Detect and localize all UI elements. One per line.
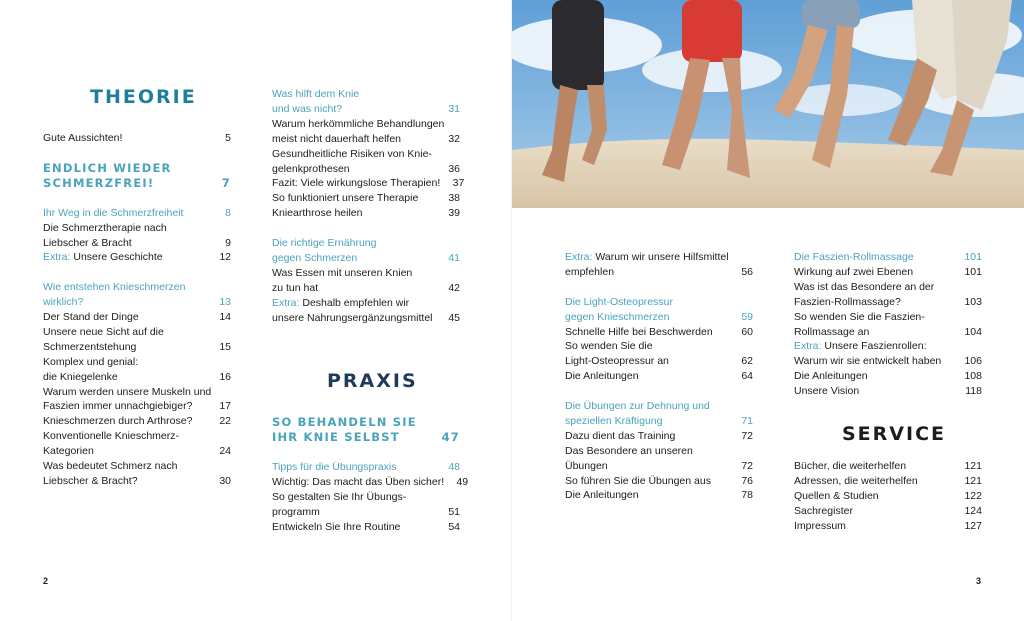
toc-page-number: 118 <box>965 385 982 398</box>
toc-entry[interactable] <box>272 266 460 281</box>
toc-entry-title: IHR KNIE SELBST <box>272 430 400 444</box>
toc-entry[interactable] <box>565 310 753 325</box>
toc-entry-title: Tipps für die Übungspraxis <box>272 460 397 473</box>
toc-entry-title: Die Schmerztherapie nach <box>43 221 167 234</box>
toc-entry[interactable] <box>565 459 753 474</box>
page-number-right: 3 <box>976 576 982 586</box>
toc-entry[interactable] <box>272 505 460 520</box>
toc-extra-label: Extra: <box>565 251 593 263</box>
toc-entry-title: So wenden Sie die <box>565 340 653 353</box>
toc-page-number: 78 <box>741 489 753 502</box>
toc-entry[interactable] <box>565 399 753 414</box>
toc-chapter-entry[interactable] <box>272 415 460 430</box>
toc-entry[interactable] <box>272 191 460 206</box>
toc-page-number: 51 <box>448 505 460 518</box>
toc-page-number <box>207 429 231 444</box>
toc-entry-title-text: Unsere Geschichte <box>70 251 163 264</box>
toc-page-number <box>207 325 231 340</box>
toc-spacer <box>272 445 460 460</box>
toc-entry[interactable] <box>272 236 460 251</box>
toc-entry[interactable] <box>43 340 231 355</box>
toc-entry[interactable] <box>794 384 982 399</box>
toc-entry-title: Schnelle Hilfe bei Beschwerden <box>565 325 713 338</box>
toc-page-number: 8 <box>225 206 231 219</box>
service-heading: SERVICE <box>842 423 946 445</box>
toc-page-number: 64 <box>741 370 753 383</box>
toc-entry-title: Der Stand der Dinge <box>43 311 139 324</box>
toc-entry-title: Kniearthrose heilen <box>272 207 363 220</box>
toc-entry[interactable] <box>794 354 982 369</box>
toc-entry-title: Gute Aussichten! <box>43 132 123 144</box>
toc-entry-title: Fazit: Viele wirkungslose Therapien! <box>272 177 441 190</box>
toc-entry[interactable] <box>272 490 460 505</box>
toc-page-number: 30 <box>219 474 231 487</box>
toc-entry[interactable] <box>272 475 469 490</box>
toc-entry-title: Kategorien <box>43 445 94 458</box>
toc-page-number: 15 <box>219 340 231 353</box>
toc-page-number: 45 <box>448 311 460 324</box>
toc-spacer <box>43 265 231 280</box>
toc-entry-title: Faszien immer unnachgiebiger? <box>43 400 193 413</box>
toc-entry[interactable] <box>43 236 231 251</box>
toc-entry-title: Adressen, die weiterhelfen <box>794 474 918 487</box>
toc-entry[interactable] <box>794 519 982 534</box>
toc-entry[interactable] <box>43 206 231 221</box>
toc-entry-title: Light-Osteopressur an <box>565 355 669 368</box>
toc-entry-title: Die Anleitungen <box>794 370 868 383</box>
toc-page-number <box>436 415 460 430</box>
toc-entry-title: Was ist das Besondere an der <box>794 280 935 293</box>
toc-page-number: 41 <box>448 251 460 264</box>
theorie-heading: THEORIE <box>90 86 197 108</box>
toc-page-number <box>436 266 460 281</box>
toc-page-number: 31 <box>448 102 460 115</box>
toc-entry[interactable] <box>565 339 753 354</box>
toc-page-number: 76 <box>741 474 753 487</box>
toc-entry[interactable] <box>794 459 982 474</box>
toc-extra-label: Extra: <box>272 296 300 309</box>
toc-spacer <box>272 221 460 236</box>
toc-page-number <box>958 310 982 325</box>
toc-entry[interactable] <box>272 311 460 326</box>
toc-page-number <box>958 280 982 295</box>
toc-spacer <box>43 191 231 206</box>
toc-page-number: 127 <box>964 519 982 532</box>
toc-entry[interactable] <box>794 504 982 519</box>
toc-page-number: 16 <box>219 370 231 383</box>
toc-entry[interactable] <box>565 444 753 459</box>
toc-entry[interactable] <box>565 414 753 429</box>
toc-page-number: 32 <box>448 132 460 145</box>
toc-entry-title: Warum herkömmliche Behandlungen <box>272 117 445 130</box>
toc-chapter-entry[interactable] <box>272 430 460 445</box>
toc-entry-title: Unsere Vision <box>794 385 860 398</box>
beach-running-photo <box>512 0 1024 208</box>
toc-entry[interactable] <box>565 250 753 265</box>
toc-entry[interactable] <box>43 221 231 236</box>
toc-entry-title: die Kniegelenke <box>43 370 118 383</box>
toc-entry-title: Dazu dient das Training <box>565 429 676 442</box>
toc-entry[interactable] <box>43 385 231 400</box>
toc-entry-title: gegen Knieschmerzen <box>565 310 670 323</box>
toc-page-number: 62 <box>741 355 753 368</box>
toc-entry-title: Wirkung auf zwei Ebenen <box>794 265 914 278</box>
toc-page-number <box>207 355 231 370</box>
toc-entry-title: Konventionelle Knieschmerz- <box>43 430 179 443</box>
toc-entry[interactable] <box>794 369 982 384</box>
toc-entry-title: Impressum <box>794 519 846 532</box>
toc-entry-title: Die Anleitungen <box>565 370 639 383</box>
toc-entry-title: Bücher, die weiterhelfen <box>794 460 907 472</box>
toc-entry-title: Quellen & Studien <box>794 489 879 502</box>
toc-page-number: 104 <box>964 325 982 338</box>
toc-entry-title: Komplex und genial: <box>43 355 139 368</box>
toc-entry[interactable] <box>43 310 231 325</box>
toc-page-number <box>211 385 235 400</box>
toc-entry[interactable] <box>272 132 460 147</box>
toc-entry-title: So wenden Sie die Faszien- <box>794 310 925 323</box>
toc-page-number: 7 <box>221 175 231 190</box>
toc-entry-title: ENDLICH WIEDER <box>43 160 172 175</box>
toc-entry-title: Liebscher & Bracht? <box>43 474 138 487</box>
toc-entry-title: empfehlen <box>565 265 615 278</box>
toc-entry-title: speziellen Kräftigung <box>565 414 663 427</box>
toc-chapter-entry[interactable] <box>43 176 231 191</box>
toc-page-number: 122 <box>964 489 982 502</box>
toc-column-praxis <box>272 415 469 534</box>
toc-page-number <box>207 221 231 236</box>
toc-entry[interactable] <box>565 369 753 384</box>
toc-entry[interactable] <box>43 399 231 414</box>
toc-entry-title: Rollmassage an <box>794 325 870 338</box>
toc-page-number <box>207 280 231 295</box>
toc-entry-title: Entwickeln Sie Ihre Routine <box>272 520 401 533</box>
toc-entry-title: Warum werden unsere Muskeln und <box>43 385 212 398</box>
toc-entry-title: gegen Schmerzen <box>272 251 358 264</box>
toc-page-number: 17 <box>219 400 231 413</box>
toc-page-number <box>729 444 753 459</box>
toc-page-number: 49 <box>456 475 469 488</box>
toc-entry-title: Ihr Weg in die Schmerzfreiheit <box>43 206 184 219</box>
toc-page-number: 124 <box>964 504 982 517</box>
toc-entry[interactable] <box>565 265 753 280</box>
toc-entry-title: Was hilft dem Knie <box>272 88 360 100</box>
toc-entry[interactable] <box>794 295 982 310</box>
toc-page-number <box>436 87 460 102</box>
toc-page-number: 5 <box>225 132 231 144</box>
toc-entry-title <box>794 339 926 354</box>
toc-entry-title: Was bedeutet Schmerz nach <box>43 460 178 473</box>
toc-page-number: 42 <box>448 281 460 294</box>
toc-chapter-entry[interactable] <box>43 161 231 176</box>
toc-entry-title: Knieschmerzen durch Arthrose? <box>43 415 193 428</box>
toc-entry-title <box>272 296 409 311</box>
toc-page-number: 22 <box>219 415 231 428</box>
toc-entry[interactable] <box>565 429 753 444</box>
toc-page-number: 9 <box>225 236 231 249</box>
toc-page-number: 14 <box>219 311 231 324</box>
toc-entry[interactable] <box>794 265 982 280</box>
toc-page-number <box>207 459 231 474</box>
toc-entry-title-text: Warum wir unsere Hilfsmittel <box>592 251 729 263</box>
toc-entry[interactable] <box>43 414 231 429</box>
toc-entry[interactable] <box>272 176 465 191</box>
toc-entry-title: Warum wir sie entwickelt haben <box>794 355 942 368</box>
toc-column-theorie-continued <box>272 87 465 325</box>
toc-page-number: 103 <box>964 295 982 308</box>
toc-page-number: 24 <box>219 445 231 458</box>
toc-entry-title: Sachregister <box>794 504 853 517</box>
toc-entry[interactable] <box>794 310 982 325</box>
toc-entry[interactable] <box>272 251 460 266</box>
toc-entry-title: programm <box>272 505 320 518</box>
toc-page-number <box>436 490 460 505</box>
toc-entry-title: Die Übungen zur Dehnung und <box>565 400 710 413</box>
toc-page-number: 106 <box>964 355 982 368</box>
toc-entry-title: wirklich? <box>43 296 84 309</box>
toc-page-number: 56 <box>741 265 753 278</box>
toc-page-number <box>729 339 753 354</box>
toc-entry[interactable] <box>43 295 231 310</box>
toc-entry[interactable] <box>565 295 753 310</box>
toc-entry[interactable] <box>272 296 460 311</box>
toc-entry-title: zu tun hat <box>272 281 319 294</box>
toc-entry[interactable] <box>43 355 231 370</box>
toc-page-number: 101 <box>964 265 982 278</box>
toc-entry[interactable] <box>794 489 982 504</box>
toc-spacer <box>565 384 753 399</box>
toc-entry-title: gelenkprothesen <box>272 162 350 175</box>
toc-entry-title: So funktioniert unsere Therapie <box>272 192 419 205</box>
toc-page-number: 121 <box>964 474 982 487</box>
toc-entry-title: Wichtig: Das macht das Üben sicher! <box>272 475 445 488</box>
toc-entry[interactable] <box>272 206 460 221</box>
toc-entry[interactable] <box>43 444 231 459</box>
toc-spacer <box>565 280 753 295</box>
toc-page-number <box>436 296 460 311</box>
toc-entry[interactable] <box>565 354 753 369</box>
toc-entry[interactable] <box>565 488 753 503</box>
praxis-heading: PRAXIS <box>327 370 418 392</box>
toc-page-number <box>436 236 460 251</box>
toc-column-praxis-continued <box>565 250 753 503</box>
toc-entry-title: Was Essen mit unseren Knien <box>272 266 413 279</box>
toc-page-number: 71 <box>741 414 753 427</box>
toc-entry[interactable] <box>794 339 982 354</box>
toc-entry-title: Die Faszien-Rollmassage <box>794 251 914 263</box>
toc-page-number: 39 <box>448 207 460 220</box>
toc-entry[interactable] <box>794 280 982 295</box>
toc-entry-title: Die richtige Ernährung <box>272 237 377 250</box>
toc-entry-title: Gesundheitliche Risiken von Knie- <box>272 147 432 160</box>
toc-entry[interactable] <box>43 429 231 444</box>
toc-entry-title: Die Anleitungen <box>565 489 639 502</box>
toc-entry[interactable] <box>272 162 460 177</box>
toc-entry[interactable] <box>272 102 460 117</box>
page-number-left: 2 <box>43 576 49 586</box>
toc-entry[interactable] <box>272 281 460 296</box>
toc-entry[interactable] <box>43 370 231 385</box>
toc-entry-title: Faszien-Rollmassage? <box>794 295 901 308</box>
toc-entry[interactable] <box>43 280 231 295</box>
toc-page-number <box>207 161 231 176</box>
toc-page-number: 121 <box>964 460 982 472</box>
toc-entry[interactable] <box>565 325 753 340</box>
toc-entry[interactable] <box>43 131 231 146</box>
toc-entry[interactable] <box>794 250 982 265</box>
toc-entry[interactable] <box>272 520 460 535</box>
toc-page-number: 48 <box>448 460 460 473</box>
toc-entry-title: Die Light-Osteopressur <box>565 295 673 308</box>
toc-page-number <box>444 117 468 132</box>
toc-entry-title: unsere Nahrungsergänzungsmittel <box>272 311 433 324</box>
toc-page-number: 101 <box>964 251 982 263</box>
toc-entry[interactable] <box>43 325 231 340</box>
toc-page-number: 108 <box>964 370 982 383</box>
toc-entry-title: und was nicht? <box>272 102 343 115</box>
toc-entry-title-text: Unsere Faszienrollen: <box>821 340 927 353</box>
toc-page-number <box>729 295 753 310</box>
toc-page-number: 37 <box>452 177 465 190</box>
toc-page-number <box>729 399 753 414</box>
toc-column-service <box>794 459 982 534</box>
toc-page-number: 72 <box>741 459 753 472</box>
toc-page-number: 47 <box>441 430 460 444</box>
toc-page-number <box>729 250 753 265</box>
toc-page-number: 36 <box>448 162 460 175</box>
toc-entry[interactable] <box>794 474 982 489</box>
toc-entry[interactable] <box>794 325 982 340</box>
toc-entry-title: So gestalten Sie Ihr Übungs- <box>272 490 407 503</box>
toc-entry[interactable] <box>272 147 460 162</box>
toc-entry-title: SCHMERZFREI! <box>43 175 155 190</box>
toc-entry-title: Das Besondere an unseren <box>565 444 693 457</box>
toc-entry-title: SO BEHANDELN SIE <box>272 415 417 429</box>
toc-entry-title: Übungen <box>565 459 608 472</box>
toc-entry-title <box>43 250 163 265</box>
toc-entry-title: meist nicht dauerhaft helfen <box>272 132 401 145</box>
toc-entry[interactable] <box>565 474 753 489</box>
toc-entry-title: So führen Sie die Übungen aus <box>565 474 711 487</box>
toc-page-number: 60 <box>741 325 753 338</box>
toc-page-number: 13 <box>219 296 231 309</box>
toc-page-number: 54 <box>448 520 460 533</box>
toc-page-number: 72 <box>741 429 753 442</box>
toc-entry-title: Wie entstehen Knieschmerzen <box>43 281 186 294</box>
toc-page-number: 38 <box>448 192 460 205</box>
toc-entry[interactable] <box>272 460 460 475</box>
toc-entry-title <box>565 250 729 265</box>
toc-entry[interactable] <box>272 87 460 102</box>
toc-page-number <box>436 147 460 162</box>
toc-entry-title: Unsere neue Sicht auf die <box>43 325 164 338</box>
toc-column-theorie <box>43 131 231 489</box>
toc-entry[interactable] <box>43 459 231 474</box>
toc-column-faszien <box>794 250 982 399</box>
toc-page-number: 12 <box>219 251 231 264</box>
toc-page-number: 59 <box>741 310 753 323</box>
toc-extra-label: Extra: <box>43 251 71 264</box>
toc-extra-label: Extra: <box>794 340 822 353</box>
toc-entry-title: Schmerzentstehung <box>43 340 137 353</box>
toc-spacer <box>43 146 231 161</box>
toc-entry[interactable] <box>43 474 231 489</box>
toc-entry-title: Liebscher & Bracht <box>43 236 132 249</box>
toc-page-number <box>958 339 982 354</box>
toc-entry[interactable] <box>43 250 231 265</box>
toc-entry-title-text: Deshalb empfehlen wir <box>299 296 410 309</box>
toc-entry[interactable] <box>272 117 460 132</box>
